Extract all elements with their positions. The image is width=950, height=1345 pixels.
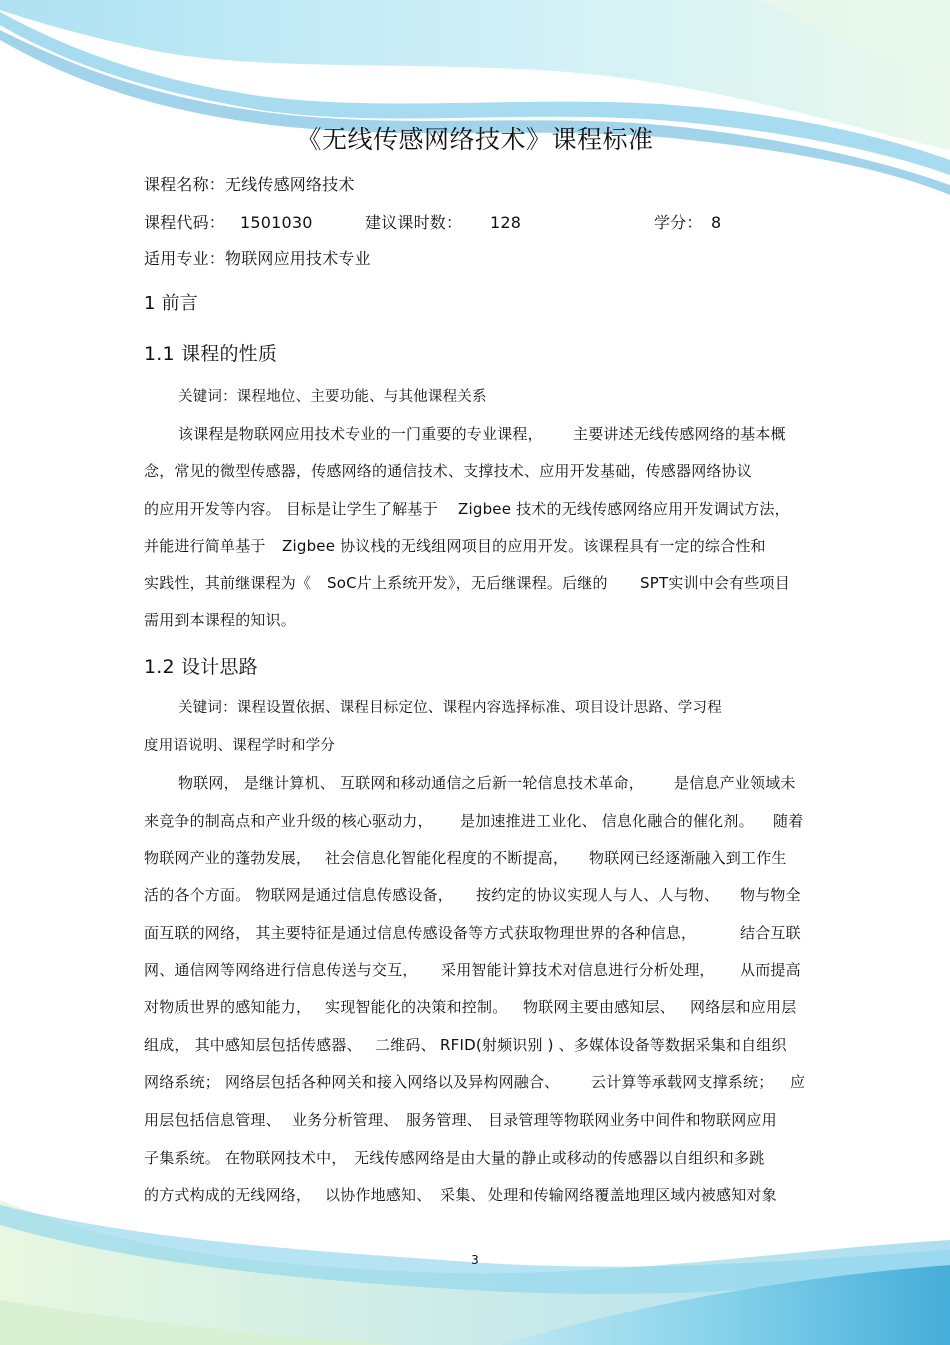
hours-label: 建议课时数： [365, 213, 463, 232]
paragraph-line: RFID(射频识别 ) 、多媒体设备等数据采集和自组织 [440, 1036, 787, 1054]
paragraph-line: 从而提高 [740, 961, 801, 979]
paragraph-line: Zigbee 协议栈的无线组网项目的应用开发。该课程具有一定的综合性和 [282, 537, 766, 555]
paragraph-line: Zigbee 技术的无线传感网络应用开发调试方法， [458, 500, 790, 518]
paragraph-line: 物与物全 [740, 886, 801, 904]
paragraph-line: 网、通信网等网络进行信息传送与交互， [144, 961, 418, 979]
paragraph-line: 念，常见的微型传感器，传感网络的通信技术、支撑技术、应用开发基础，传感器网络协议 [144, 462, 753, 480]
paragraph-line: 组成， 其中感知层包括传感器、 [144, 1036, 362, 1054]
paragraph-line: 随着 [773, 812, 804, 830]
paragraph-line: 目录管理等物联网业务中间件和物联网应用 [488, 1111, 777, 1129]
section-heading-design-idea: 1.2 设计思路 [144, 656, 258, 678]
paragraph-line: 物联网主要由感知层、 [523, 998, 676, 1016]
paragraph-line: 的应用开发等内容。 目标是让学生了解基于 [144, 500, 438, 518]
paragraph-line: 服务管理、 [406, 1111, 483, 1129]
page-number: 3 [471, 1253, 479, 1267]
credit-value: 8 [711, 213, 722, 232]
paragraph-line: 是加速推进工业化、 信息化融合的催化剂。 [460, 812, 754, 830]
paragraph-line: 采用智能计算技术对信息进行分析处理， [441, 961, 715, 979]
paragraph-line: 来竞争的制高点和产业升级的核心驱动力， [144, 812, 433, 830]
course-code-value: 1501030 [240, 213, 313, 232]
paragraph-line: 物联网已经逐渐融入到工作生 [589, 849, 787, 867]
paragraph-line: 面互联的网络， 其主要特征是通过信息传感设备等方式获取物理世界的各种信息， [144, 924, 697, 942]
paragraph-line: 采集、 [440, 1186, 486, 1204]
section-heading-course-nature: 1.1 课程的性质 [144, 343, 278, 365]
paragraph-line: 需用到本课程的知识。 [144, 611, 297, 629]
paragraph-line: 应 [790, 1073, 806, 1091]
course-name: 课程名称：无线传感网络技术 [144, 175, 355, 194]
paragraph-line: 二维码、 [375, 1036, 436, 1054]
paragraph-line: 结合互联 [740, 924, 801, 942]
paragraph-line: 网络层和应用层 [690, 998, 797, 1016]
keywords-line: 关键词：课程设置依据、课程目标定位、课程内容选择标准、项目设计思路、学习程 [178, 700, 722, 716]
paragraph-line: 物联网产业的蓬勃发展， [144, 849, 312, 867]
paragraph-line: 以协作地感知、 [325, 1186, 432, 1204]
course-code-label: 课程代码： [144, 213, 226, 232]
paragraph-line: SPT实训中会有些项目 [640, 574, 790, 592]
paragraph-line: 对物质世界的感知能力， [144, 998, 312, 1016]
paragraph-line: 主要讲述无线传感网络的基本概 [573, 425, 786, 443]
document-title: 《无线传感网络技术》课程标准 [296, 125, 654, 154]
paragraph-line: 社会信息化智能化程度的不断提高， [325, 849, 569, 867]
paragraph-line: 物联网， 是继计算机、 互联网和移动通信之后新一轮信息技术革命， [178, 774, 644, 792]
section-heading-preface: 1 前言 [144, 293, 198, 314]
paragraph-line: 的方式构成的无线网络， [144, 1186, 312, 1204]
paragraph-line: 业务分析管理、 [292, 1111, 399, 1129]
paragraph-line: 按约定的协议实现人与人、人与物、 [476, 886, 720, 904]
paragraph-line: 活的各个方面。 物联网是通过信息传感设备， [144, 886, 453, 904]
applicable-major: 适用专业：物联网应用技术专业 [144, 249, 371, 268]
paragraph-line: 子集系统。 在物联网技术中， [144, 1149, 347, 1167]
paragraph-line: 实现智能化的决策和控制。 [325, 998, 508, 1016]
paragraph-line: 是信息产业领域未 [674, 774, 796, 792]
credit-label: 学分： [654, 213, 703, 232]
paragraph-line: 用层包括信息管理、 [144, 1111, 281, 1129]
keywords-line: 度用语说明、课程学时和学分 [144, 738, 336, 754]
paragraph-line: 处理和传输网络覆盖地理区域内被感知对象 [488, 1186, 777, 1204]
paragraph-line: 该课程是物联网应用技术专业的一门重要的专业课程， [178, 425, 543, 443]
paragraph-line: 并能进行简单基于 [144, 537, 266, 555]
paragraph-line: 云计算等承载网支撑系统； [591, 1073, 774, 1091]
paragraph-line: 无线传感网络是由大量的静止或移动的传感器以自组织和多跳 [354, 1149, 765, 1167]
hours-value: 128 [490, 213, 522, 232]
keywords-line: 关键词：课程地位、主要功能、与其他课程关系 [178, 389, 487, 405]
paragraph-line: SoC片上系统开发》，无后继课程。后继的 [327, 574, 608, 592]
paragraph-line: 网络系统； 网络层包括各种网关和接入网络以及异构网融合、 [144, 1073, 560, 1091]
paragraph-line: 实践性，其前继课程为《 [144, 574, 312, 592]
